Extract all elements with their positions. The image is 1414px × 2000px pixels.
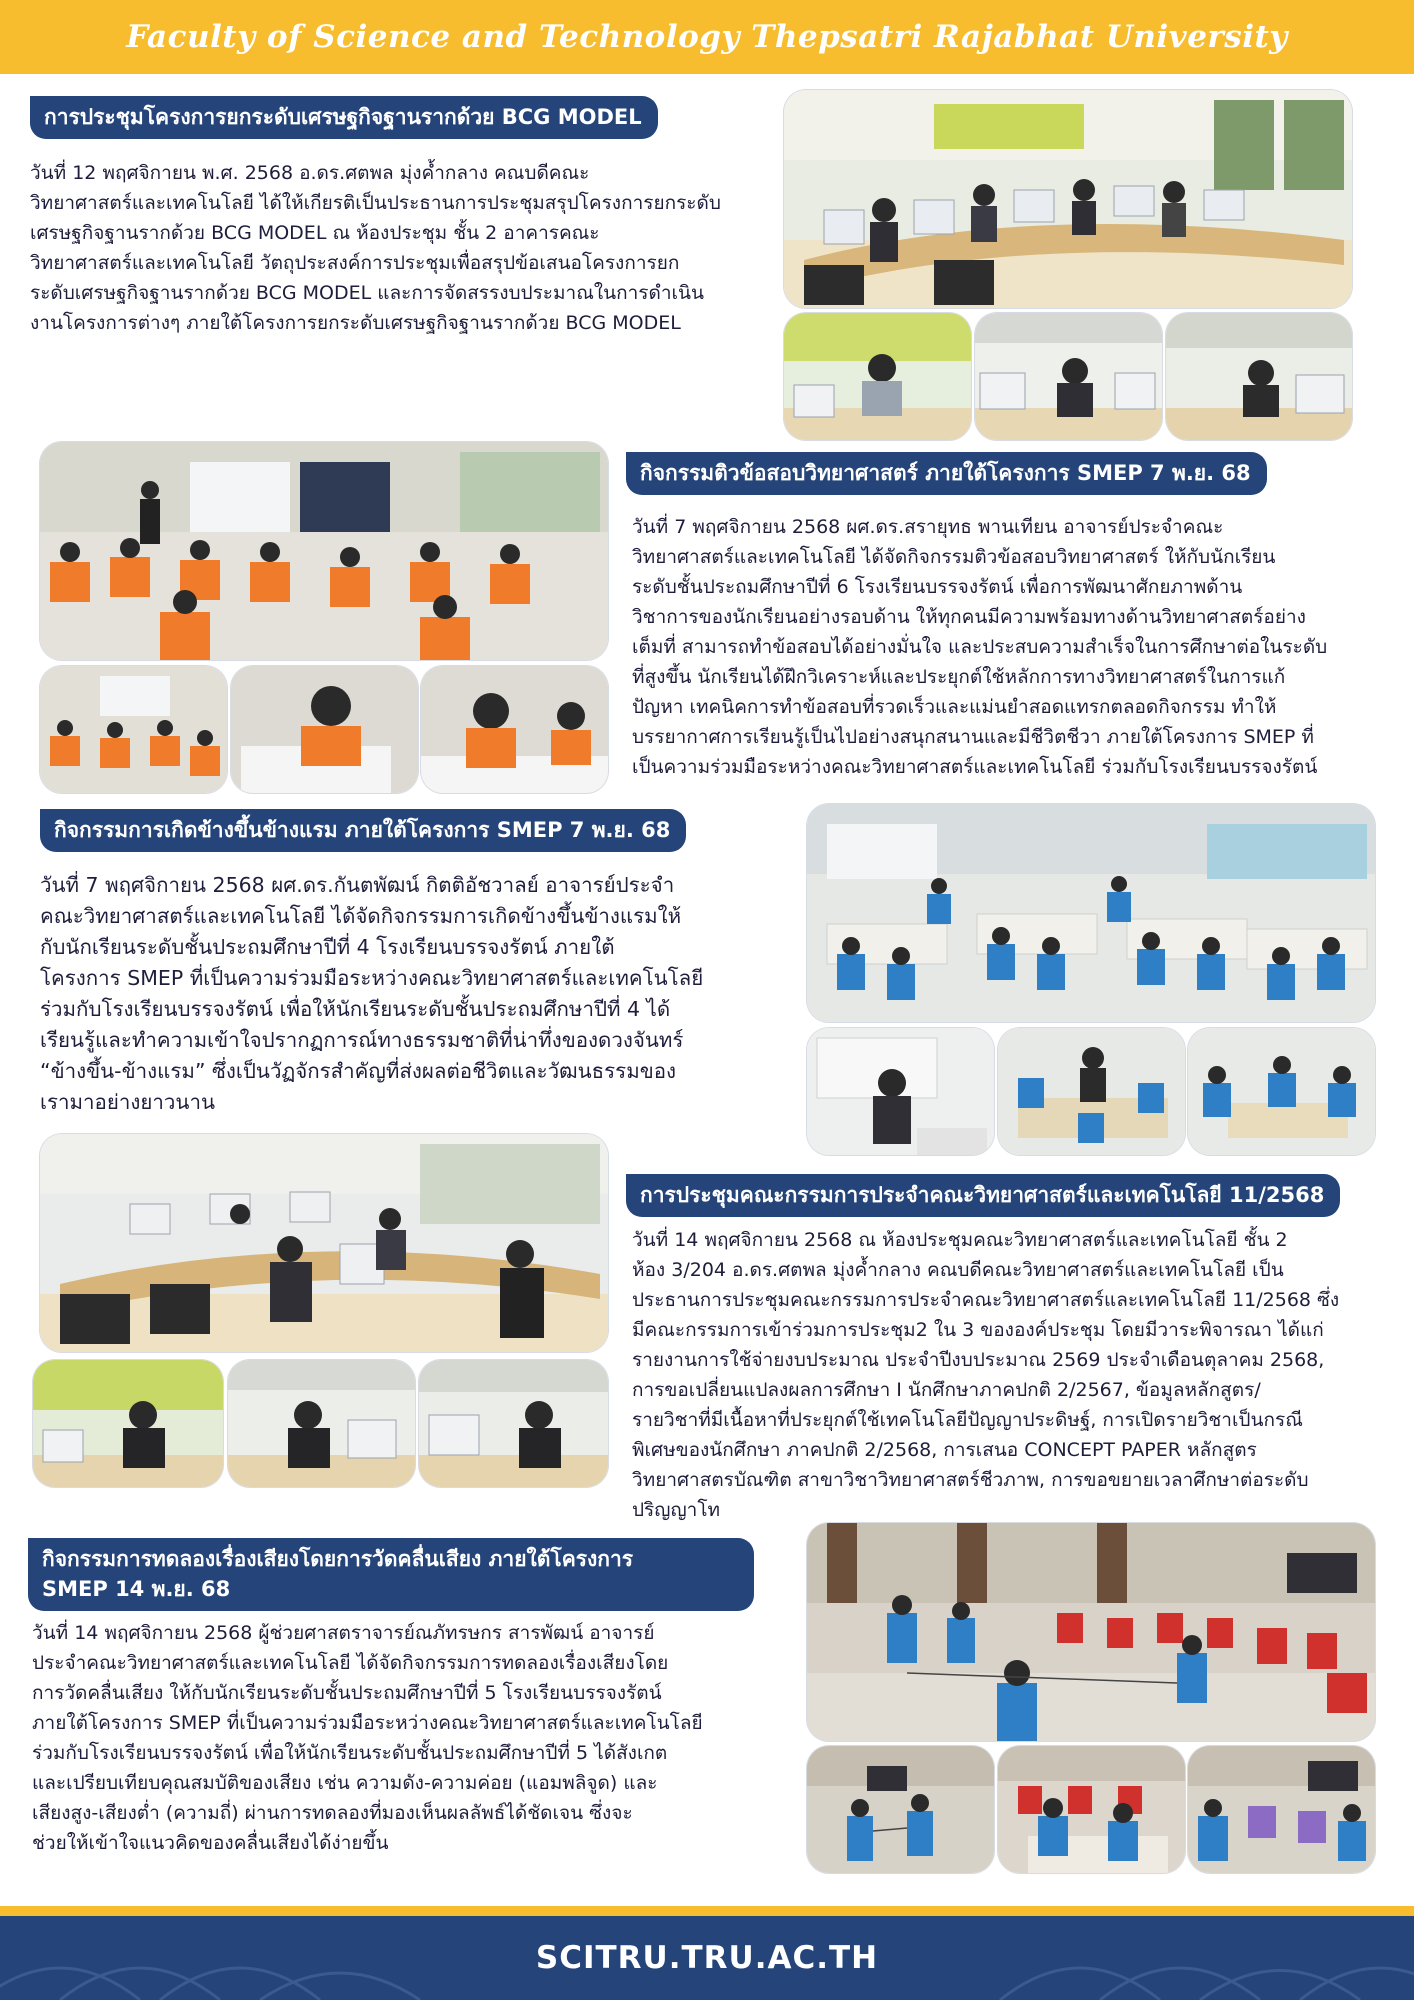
section-1-photo-c bbox=[1166, 313, 1352, 440]
text-line: ร่วมกับโรงเรียนบรรจงรัตน์ เพื่อให้นักเรียนระดับชั้นประถมศึกษาปีที่ 4 ได้ bbox=[40, 997, 671, 1021]
section-1-photo-b bbox=[975, 313, 1162, 440]
section-5-photo-c bbox=[1188, 1746, 1375, 1873]
text-line: ปริญญาโท bbox=[632, 1499, 721, 1521]
text-line: เศรษฐกิจฐานรากด้วย BCG MODEL ณ ห้องประชุม ชั้น 2 อาคารคณะ bbox=[30, 222, 600, 244]
text-line: มีคณะกรรมการเข้าร่วมการประชุม2 ใน 3 ขององค์ประชุม โดยมีวาระพิจารณา ได้แก่ bbox=[632, 1319, 1324, 1341]
section-5-photo-b bbox=[998, 1746, 1185, 1873]
text-line: ช่วยให้เข้าใจแนวคิดของคลื่นเสียงได้ง่ายขึ้น bbox=[32, 1832, 389, 1854]
text-line: โครงการ SMEP ที่เป็นความร่วมมือระหว่างคณะวิทยาศาสตร์และเทคโนโลยี bbox=[40, 966, 704, 990]
text-line: “ข้างขึ้น-ข้างแรม” ซึ่งเป็นวัฏจักรสำคัญที่ส่งผลต่อชีวิตและวัฒนธรรมของ bbox=[40, 1059, 677, 1083]
section-3-photo-b bbox=[998, 1028, 1185, 1155]
text-line: การวัดคลื่นเสียง ให้กับนักเรียนระดับชั้นประถมศึกษาปีที่ 5 โรงเรียนบรรจงรัตน์ bbox=[32, 1682, 662, 1704]
page-footer bbox=[0, 1916, 1414, 2000]
text-line: ประธานการประชุมคณะกรรมการประจำคณะวิทยาศาสตร์และเทคโนโลยี 11/2568 ซึ่ง bbox=[632, 1289, 1340, 1311]
text-line: วันที่ 14 พฤศจิกายน 2568 ณ ห้องประชุมคณะวิทยาศาสตร์และเทคโนโลยี ชั้น 2 bbox=[632, 1229, 1288, 1251]
text-line: เรียนรู้และทำความเข้าใจปรากฏการณ์ทางธรรมชาติที่น่าทึ่งของดวงจันทร์ bbox=[40, 1028, 684, 1052]
text-line: วิทยาศาสตร์และเทคโนโลยี ได้จัดกิจกรรมติวข้อสอบวิทยาศาสตร์ ให้กับนักเรียน bbox=[632, 546, 1276, 568]
section-1-title: การประชุมโครงการยกระดับเศรษฐกิจฐานรากด้วย BCG MODEL bbox=[30, 96, 658, 139]
text-line: ห้อง 3/204 อ.ดร.ศตพล มุ่งค้ำกลาง คณบดีคณะวิทยาศาสตร์และเทคโนโลยี เป็น bbox=[632, 1259, 1284, 1281]
section-2-photo-a bbox=[40, 666, 227, 793]
text-line: งานโครงการต่างๆ ภายใต้โครงการยกระดับเศรษฐกิจฐานรากด้วย BCG MODEL bbox=[30, 312, 681, 334]
section-5-text bbox=[32, 1618, 772, 1858]
section-1-main-photo bbox=[784, 90, 1352, 308]
text-line: วันที่ 7 พฤศจิกายน 2568 ผศ.ดร.สรายุทธ พานเทียน อาจารย์ประจำคณะ bbox=[632, 516, 1224, 538]
text-line: วันที่ 7 พฤศจิกายน 2568 ผศ.ดร.กันตพัฒน์ กิตติอัชวาลย์ อาจารย์ประจำ bbox=[40, 873, 675, 897]
text-line: และเปรียบเทียบคุณสมบัติของเสียง เช่น ความดัง-ความค่อย (แอมพลิจูด) และ bbox=[32, 1772, 658, 1794]
text-line: ระดับเศรษฐกิจฐานรากด้วย BCG MODEL และการจัดสรรงบประมาณในการดำเนิน bbox=[30, 282, 704, 304]
section-2-photo-b bbox=[231, 666, 418, 793]
text-line: ระดับชั้นประถมศึกษาปีที่ 6 โรงเรียนบรรจงรัตน์ เพื่อการพัฒนาศักยภาพด้าน bbox=[632, 576, 1243, 598]
section-3-text bbox=[40, 870, 774, 1118]
text-line: วิทยาศาสตร์และเทคโนโลยี วัตถุประสงค์การประชุมเพื่อสรุปข้อเสนอโครงการยก bbox=[30, 252, 680, 274]
text-line: การขอเปลี่ยนแปลงผลการศึกษา I นักศึกษาภาคปกติ 2/2567, ข้อมูลหลักสูตร/ bbox=[632, 1379, 1261, 1401]
section-1-photo-a bbox=[784, 313, 971, 440]
text-line: วิชาการของนักเรียนอย่างรอบด้าน ให้ทุกคนมีความพร้อมทางด้านวิทยาศาสตร์อย่าง bbox=[632, 606, 1306, 628]
section-5-main-photo bbox=[807, 1523, 1375, 1741]
footer-accent-band bbox=[0, 1906, 1414, 1916]
footer-website-link[interactable]: SCITRU.TRU.AC.TH bbox=[535, 1940, 879, 1976]
text-line: พิเศษของนักศึกษา ภาคปกติ 2/2568, การเสนอ CONCEPT PAPER หลักสูตร bbox=[632, 1439, 1257, 1461]
section-3-photo-a bbox=[807, 1028, 994, 1155]
text-line: คณะวิทยาศาสตร์และเทคโนโลยี ได้จัดกิจกรรมการเกิดข้างขึ้นข้างแรมให้ bbox=[40, 904, 682, 928]
text-line: บรรยากาศการเรียนรู้เป็นไปอย่างสนุกสนานและมีชีวิตชีวา ภายใต้โครงการ SMEP ที่ bbox=[632, 726, 1314, 748]
text-line: วิทยาศาสตรบัณฑิต สาขาวิชาวิทยาศาสตร์ชีวภาพ, การขอขยายเวลาศึกษาต่อระดับ bbox=[632, 1469, 1309, 1491]
section-3-title: กิจกรรมการเกิดข้างขึ้นข้างแรม ภายใต้โครงการ SMEP 7 พ.ย. 68 bbox=[40, 809, 686, 852]
text-line: รายวิชาที่มีเนื้อหาที่ประยุกต์ใช้เทคโนโลยีปัญญาประดิษฐ์, การเปิดรายวิชาเป็นกรณี bbox=[632, 1409, 1303, 1431]
text-line: ร่วมกับโรงเรียนบรรจงรัตน์ เพื่อให้นักเรียนระดับชั้นประถมศึกษาปีที่ 5 ได้สังเกต bbox=[32, 1742, 668, 1764]
section-4-main-photo bbox=[40, 1134, 608, 1352]
section-2-text bbox=[632, 512, 1380, 782]
text-line: กับนักเรียนระดับชั้นประถมศึกษาปีที่ 4 โรงเรียนบรรจงรัตน์ ภายใต้ bbox=[40, 935, 615, 959]
header-title: Faculty of Science and Technology Thepsatri Rajabhat University bbox=[126, 19, 1288, 55]
text-line: วิทยาศาสตร์และเทคโนโลยี ได้ให้เกียรติเป็นประธานการประชุมสรุปโครงการยกระดับ bbox=[30, 192, 721, 214]
text-line: รายงานการใช้จ่ายงบประมาณ ประจำปีงบประมาณ 2569 ประจำเดือนตุลาคม 2568, bbox=[632, 1349, 1325, 1371]
text-line: เรามาอย่างยาวนาน bbox=[40, 1090, 215, 1114]
page-header bbox=[0, 0, 1414, 74]
text-line: ปัญหา เทคนิคการทำข้อสอบที่รวดเร็วและแม่นยำสอดแทรกตลอดกิจกรรม ทำให้ bbox=[632, 696, 1277, 718]
section-4-photo-c bbox=[419, 1360, 608, 1487]
text-line: เสียงสูง-เสียงต่ำ (ความถี่) ผ่านการทดลองที่มองเห็นผลลัพธ์ได้ชัดเจน ซึ่งจะ bbox=[32, 1802, 633, 1824]
section-4-text bbox=[632, 1225, 1380, 1525]
text-line: ที่สูงขึ้น นักเรียนได้ฝึกวิเคราะห์และประยุกต์ใช้หลักการทางวิทยาศาสตร์ในการแก้ bbox=[632, 666, 1286, 688]
section-5-title: กิจกรรมการทดลองเรื่องเสียงโดยการวัดคลื่นเสียง ภายใต้โครงการ SMEP 14 พ.ย. 68 bbox=[28, 1538, 754, 1611]
section-1-text bbox=[30, 158, 742, 338]
text-line: เป็นความร่วมมือระหว่างคณะวิทยาศาสตร์และเทคโนโลยี ร่วมกับโรงเรียนบรรจงรัตน์ bbox=[632, 756, 1318, 778]
section-2-photo-c bbox=[421, 666, 608, 793]
section-2-main-photo bbox=[40, 442, 608, 660]
section-4-photo-b bbox=[228, 1360, 415, 1487]
text-line: ประจำคณะวิทยาศาสตร์และเทคโนโลยี ได้จัดกิจกรรมการทดลองเรื่องเสียงโดย bbox=[32, 1652, 669, 1674]
section-4-title: การประชุมคณะกรรมการประจำคณะวิทยาศาสตร์และเทคโนโลยี 11/2568 bbox=[626, 1174, 1340, 1217]
section-5-photo-a bbox=[807, 1746, 994, 1873]
text-line: วันที่ 12 พฤศจิกายน พ.ศ. 2568 อ.ดร.ศตพล มุ่งค้ำกลาง คณบดีคณะ bbox=[30, 162, 590, 184]
section-2-title: กิจกรรมติวข้อสอบวิทยาศาสตร์ ภายใต้โครงการ SMEP 7 พ.ย. 68 bbox=[626, 452, 1267, 495]
text-line: เต็มที่ สามารถทำข้อสอบได้อย่างมั่นใจ และประสบความสำเร็จในการศึกษาต่อในระดับ bbox=[632, 636, 1328, 658]
text-line: วันที่ 14 พฤศจิกายน 2568 ผู้ช่วยศาสตราจารย์ณภัทรษกร สารพัฒน์ อาจารย์ bbox=[32, 1622, 655, 1644]
section-3-photo-c bbox=[1188, 1028, 1375, 1155]
text-line: ภายใต้โครงการ SMEP ที่เป็นความร่วมมือระหว่างคณะวิทยาศาสตร์และเทคโนโลยี bbox=[32, 1712, 703, 1734]
section-4-photo-a bbox=[33, 1360, 223, 1487]
section-3-main-photo bbox=[807, 804, 1375, 1022]
